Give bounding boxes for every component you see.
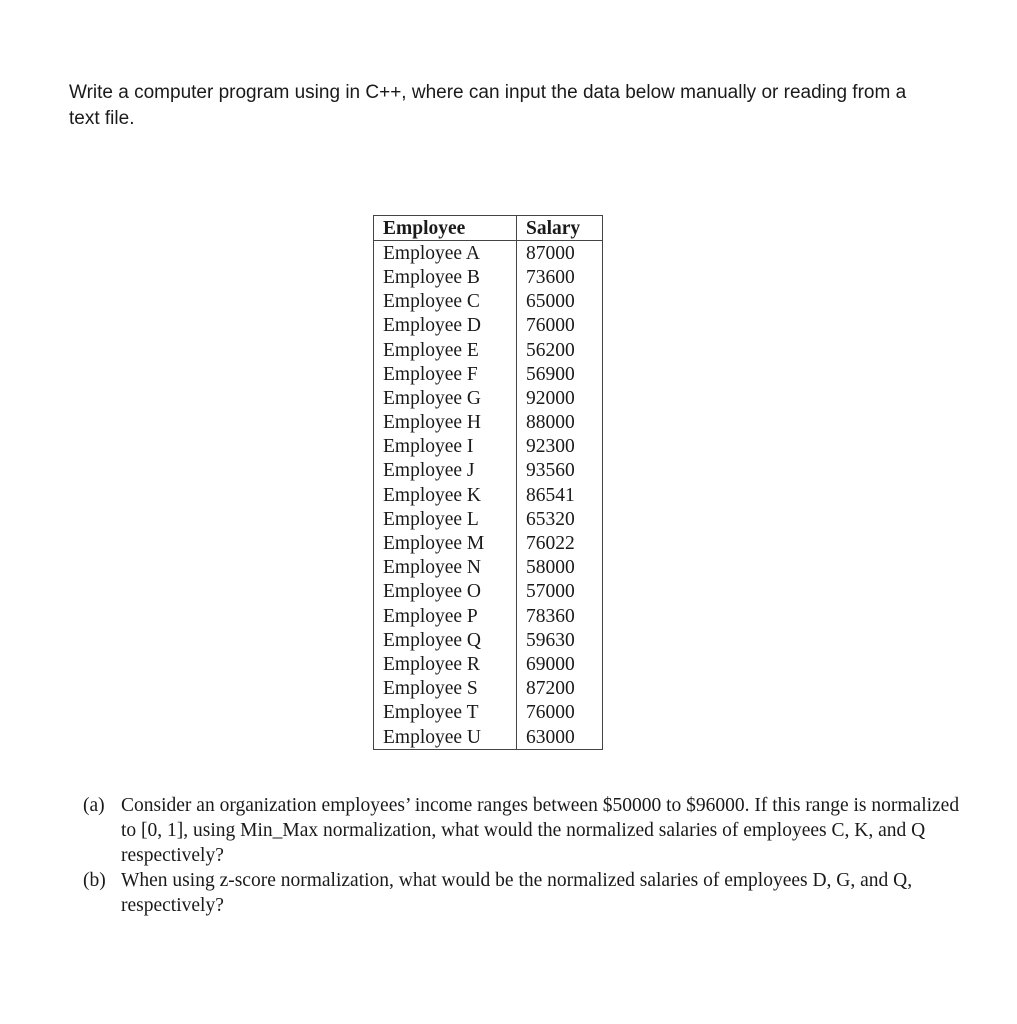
salary-cell: 58000 [517,556,603,580]
employee-cell: Employee K [374,483,517,507]
table-row [374,531,603,555]
employee-cell: Employee O [374,580,517,604]
employee-cell: Employee U [374,725,517,750]
question-marker: (a) [83,795,105,816]
column-header-salary: Salary [517,216,603,241]
salary-cell: 92300 [517,435,603,459]
employee-cell: Employee D [374,314,517,338]
table-row [374,677,603,701]
employee-cell: Employee L [374,507,517,531]
question-text: When using z-score normalization, what would be the normalized salaries of employees D, G, and Q, respectively? [121,870,913,916]
table-row [374,338,603,362]
table-row [374,483,603,507]
salary-cell: 86541 [517,483,603,507]
employee-cell: Employee G [374,386,517,410]
question-list [83,793,963,918]
salary-cell: 56900 [517,362,603,386]
salary-cell: 76000 [517,701,603,725]
employee-cell: Employee Q [374,628,517,652]
salary-table [373,215,603,750]
question-marker: (b) [83,870,106,891]
table-row [374,386,603,410]
salary-cell: 57000 [517,580,603,604]
intro-paragraph: Write a computer program using in C++, where can input the data below manually or reading from a text file. [69,82,907,129]
table-header-row [374,216,603,241]
salary-table-container [373,215,603,750]
question-text: Consider an organization employees’ income ranges between $50000 to $96000. If this range is normalized to [0, 1], using Min_Max normalization, what would the normalized salaries of employees C, K, and Q respectively? [121,795,960,866]
employee-cell: Employee T [374,701,517,725]
table-row [374,314,603,338]
table-row [374,580,603,604]
table-row [374,725,603,750]
salary-cell: 87200 [517,677,603,701]
employee-cell: Employee H [374,411,517,435]
question-b [83,868,963,918]
table-row [374,701,603,725]
table-row [374,604,603,628]
employee-cell: Employee J [374,459,517,483]
table-row [374,362,603,386]
employee-cell: Employee N [374,556,517,580]
salary-cell: 92000 [517,386,603,410]
salary-cell: 69000 [517,652,603,676]
column-header-employee: Employee [374,216,517,241]
salary-cell: 56200 [517,338,603,362]
employee-cell: Employee R [374,652,517,676]
table-row [374,435,603,459]
employee-cell: Employee S [374,677,517,701]
employee-cell: Employee C [374,290,517,314]
employee-cell: Employee F [374,362,517,386]
salary-cell: 63000 [517,725,603,750]
salary-cell: 65000 [517,290,603,314]
employee-cell: Employee B [374,265,517,289]
salary-cell: 93560 [517,459,603,483]
question-a [83,793,963,868]
salary-cell: 88000 [517,411,603,435]
salary-cell: 76022 [517,531,603,555]
salary-cell: 73600 [517,265,603,289]
table-row [374,507,603,531]
table-row [374,265,603,289]
employee-cell: Employee I [374,435,517,459]
table-row [374,411,603,435]
table-row [374,459,603,483]
salary-cell: 87000 [517,241,603,266]
table-row [374,556,603,580]
table-row [374,628,603,652]
table-row [374,652,603,676]
employee-cell: Employee M [374,531,517,555]
table-row [374,290,603,314]
salary-cell: 65320 [517,507,603,531]
employee-cell: Employee A [374,241,517,266]
salary-cell: 59630 [517,628,603,652]
table-row [374,241,603,266]
salary-cell: 76000 [517,314,603,338]
employee-cell: Employee E [374,338,517,362]
salary-cell: 78360 [517,604,603,628]
employee-cell: Employee P [374,604,517,628]
